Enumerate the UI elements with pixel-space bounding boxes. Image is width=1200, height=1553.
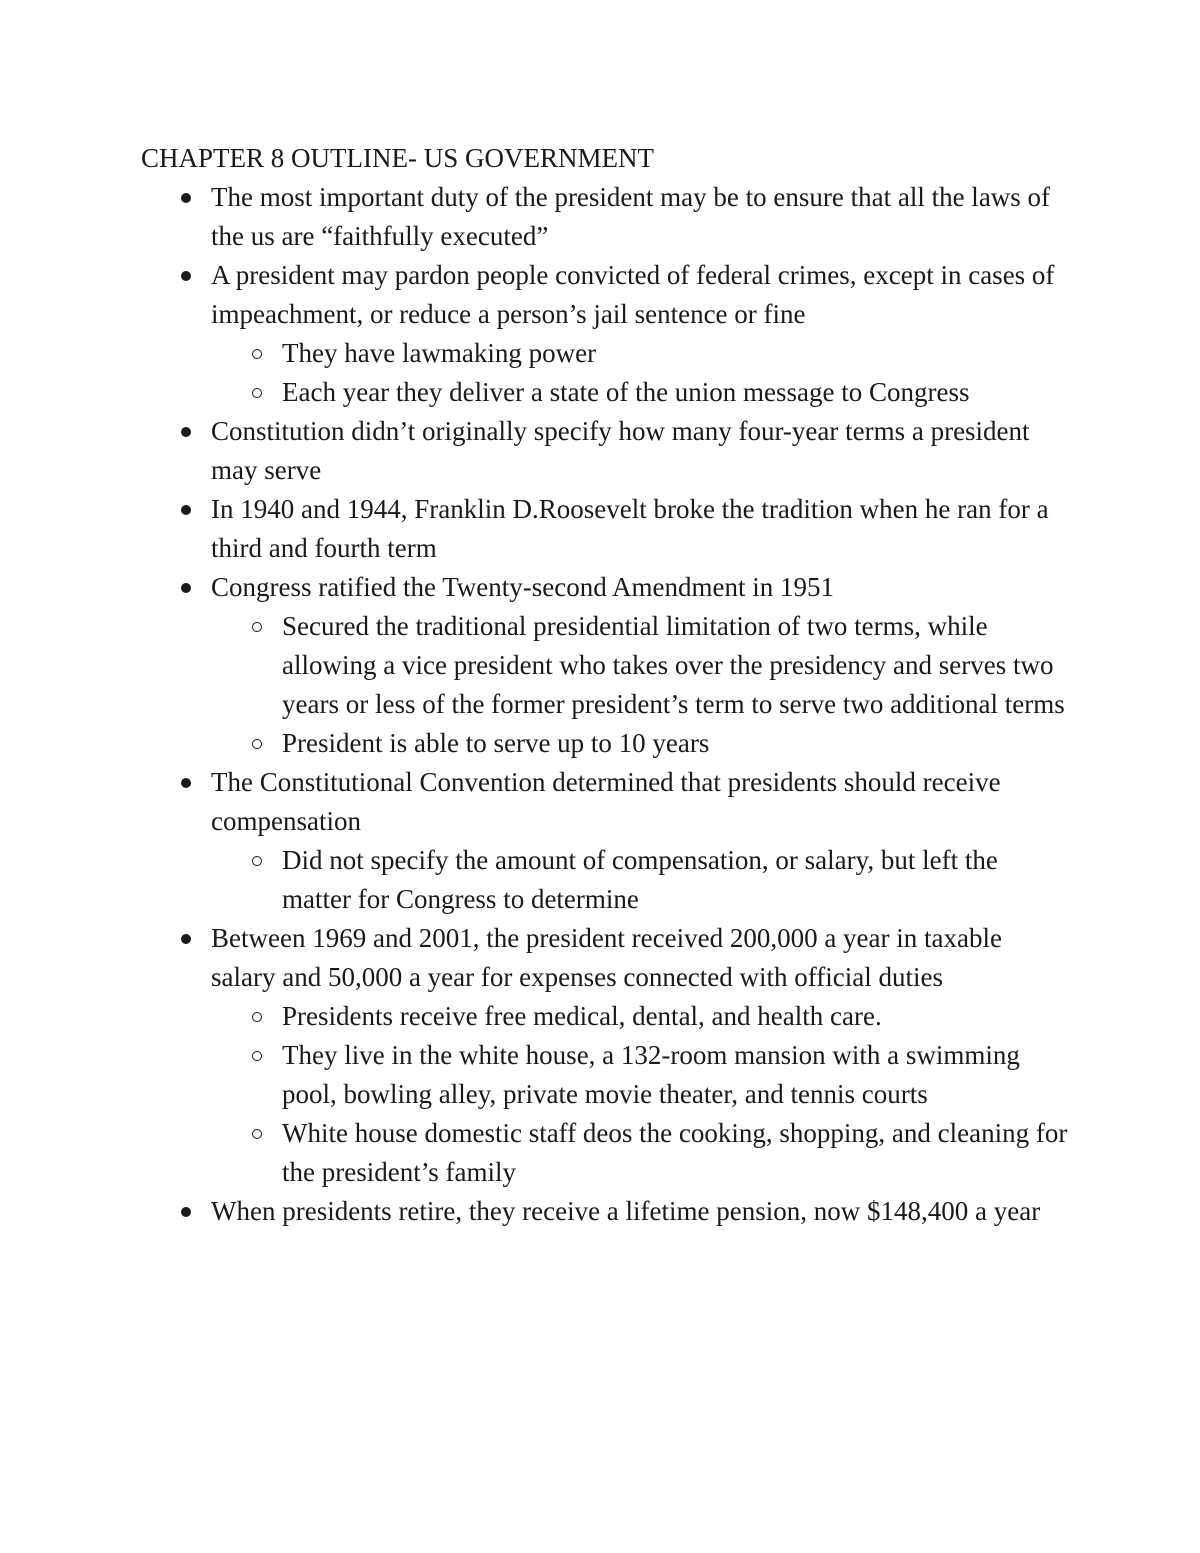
outline-item-text: Between 1969 and 2001, the president received 200,000 a year in taxable salary and 50,000 a year for expenses connected with official duties (211, 923, 1002, 992)
outline-item (141, 763, 1071, 919)
sub-outline-item (141, 841, 1071, 919)
outline-item (141, 412, 1071, 490)
bullet-icon (181, 583, 191, 593)
outline-list (141, 178, 1071, 1231)
sub-outline-item-text: President is able to serve up to 10 years (282, 728, 710, 758)
sub-outline-item (141, 997, 1071, 1036)
document-body (141, 139, 1071, 1231)
sub-outline-item (141, 607, 1071, 724)
bullet-icon (181, 271, 191, 281)
hollow-bullet-icon (252, 622, 262, 632)
sub-outline-item-text: Did not specify the amount of compensation, or salary, but left the matter for Congress to determine (282, 845, 998, 914)
sub-outline-item-text: They have lawmaking power (282, 338, 597, 368)
outline-item (141, 178, 1071, 256)
outline-item (141, 490, 1071, 568)
bullet-icon (181, 1207, 191, 1217)
sub-outline-list (211, 607, 1071, 763)
bullet-icon (181, 934, 191, 944)
bullet-icon (181, 778, 191, 788)
sub-outline-item (141, 334, 1071, 373)
sub-outline-item (141, 1114, 1071, 1192)
sub-outline-list (211, 997, 1071, 1192)
outline-item-text: A president may pardon people convicted of federal crimes, except in cases of impeachment, or reduce a person’s jail sentence or fine (211, 260, 1055, 329)
page-title: CHAPTER 8 OUTLINE- US GOVERNMENT (141, 143, 654, 173)
outline-item-text: Congress ratified the Twenty-second Amendment in 1951 (211, 572, 834, 602)
bullet-icon (181, 427, 191, 437)
bullet-icon (181, 193, 191, 203)
outline-item (141, 919, 1071, 1192)
outline-item-text: When presidents retire, they receive a lifetime pension, now $148,400 a year (211, 1196, 1041, 1226)
outline-item-text: The most important duty of the president may be to ensure that all the laws of the us are “faithfully executed” (211, 182, 1051, 251)
outline-item (141, 1192, 1071, 1231)
sub-outline-item (141, 373, 1071, 412)
hollow-bullet-icon (252, 388, 262, 398)
sub-outline-item (141, 1036, 1071, 1114)
hollow-bullet-icon (252, 739, 262, 749)
outline-item-text: The Constitutional Convention determined that presidents should receive compensation (211, 767, 1001, 836)
hollow-bullet-icon (252, 349, 262, 359)
outline-item-text: Constitution didn’t originally specify how many four-year terms a president may serve (211, 416, 1030, 485)
hollow-bullet-icon (252, 856, 262, 866)
outline-item (141, 568, 1071, 763)
sub-outline-item-text: They live in the white house, a 132-room mansion with a swimming pool, bowling alley, private movie theater, and tennis courts (282, 1040, 1020, 1109)
sub-outline-item (141, 724, 1071, 763)
sub-outline-list (211, 334, 1071, 412)
outline-item-text: In 1940 and 1944, Franklin D.Roosevelt broke the tradition when he ran for a third and fourth term (211, 494, 1049, 563)
bullet-icon (181, 505, 191, 515)
sub-outline-item-text: White house domestic staff deos the cooking, shopping, and cleaning for the president’s family (282, 1118, 1068, 1187)
sub-outline-item-text: Each year they deliver a state of the union message to Congress (282, 377, 970, 407)
hollow-bullet-icon (252, 1051, 262, 1061)
hollow-bullet-icon (252, 1012, 262, 1022)
sub-outline-item-text: Secured the traditional presidential limitation of two terms, while allowing a vice president who takes over the presidency and serves two years or less of the former president’s term to serve two additional terms (282, 611, 1065, 719)
outline-item (141, 256, 1071, 412)
sub-outline-list (211, 841, 1071, 919)
sub-outline-item-text: Presidents receive free medical, dental, and health care. (282, 1001, 882, 1031)
hollow-bullet-icon (252, 1129, 262, 1139)
